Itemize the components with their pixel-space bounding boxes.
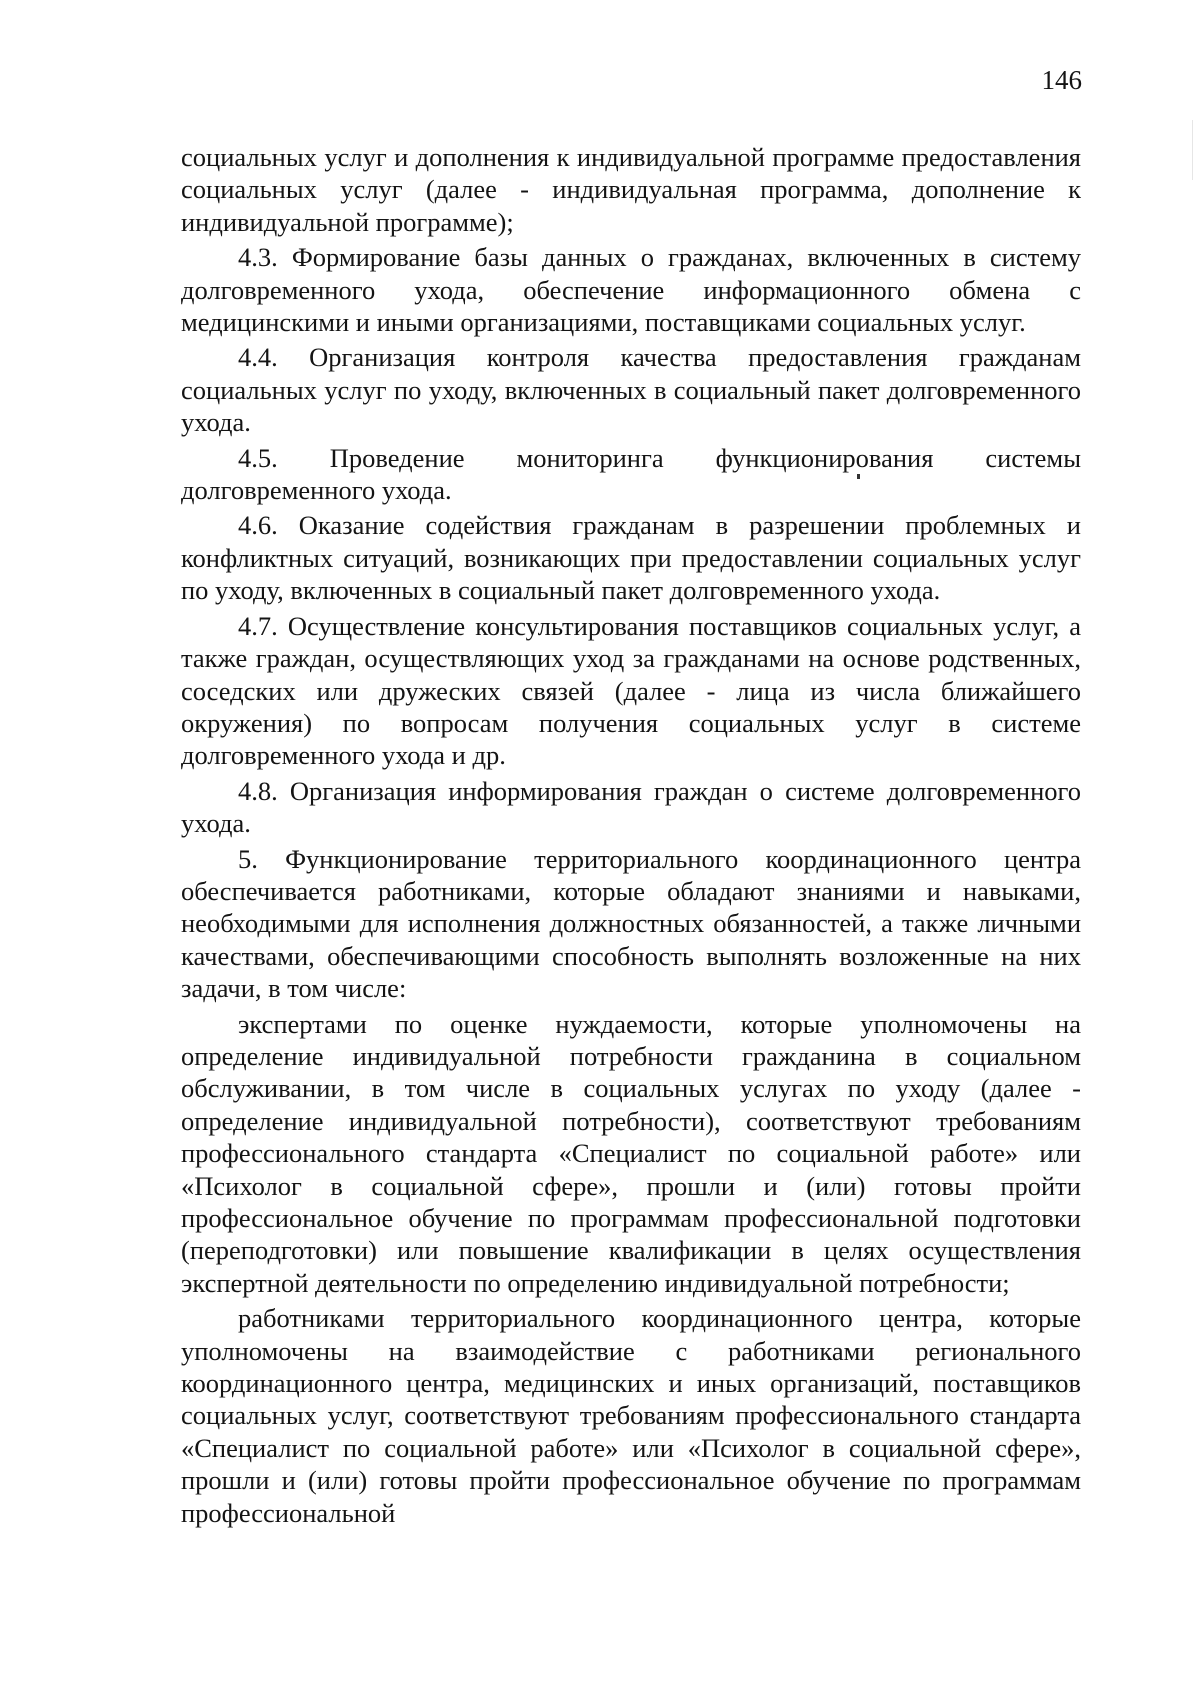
paragraph-4-5: 4.5. Проведение мониторинга функционирования системы долговременного ухода. — [181, 442, 1081, 506]
paragraph-4-7: 4.7. Осуществление консультирования поставщиков социальных услуг, а также граждан, осуществляющих уход за гражданами на основе родственных, соседских или дружеских связей (далее - лица из числа ближайшего окружения) по вопросам получения социальных услуг в системе долговременного ухода и др. — [181, 610, 1081, 771]
paragraph-4-4: 4.4. Организация контроля качества предоставления гражданам социальных услуг по уходу, включенных в социальный пакет долговременного ухода. — [181, 342, 1081, 438]
paragraph-experts: экспертами по оценке нуждаемости, которые уполномочены на определение индивидуальной потребности гражданина в социальном обслуживании, в том числе в социальных услугах по уходу (далее - определение индивидуальной потребности), соответствуют требованиям профессионального стандарта «Специалист по социальной работе» или «Психолог в социальной сфере», прошли и (или) готовы пройти профессиональное обучение по программам профессиональной подготовки (переподготовки) или повышение квалификации в целях осуществления экспертной деятельности по определению индивидуальной потребности; — [181, 1008, 1081, 1298]
paragraph-continuation: социальных услуг и дополнения к индивидуальной программе предоставления социальных услуг (далее - индивидуальная программа, дополнение к индивидуальной программе); — [181, 142, 1081, 237]
paragraph-4-8: 4.8. Организация информирования граждан о системе долговременного ухода. — [181, 775, 1081, 839]
paragraph-workers: работниками территориального координационного центра, которые уполномочены на взаимодействие с работниками регионального координационного центра, медицинских и иных организаций, поставщиков социальных услуг, соответствуют требованиям профессионального стандарта «Специалист по социальной работе» или «Психолог в социальной сфере», прошли и (или) готовы пройти профессиональное обучение по программам профессиональной — [181, 1303, 1081, 1528]
scan-speck — [857, 474, 860, 479]
scan-edge-mark — [1192, 120, 1193, 180]
paragraph-5: 5. Функционирование территориального координационного центра обеспечивается работниками, которые обладают знаниями и навыками, необходимыми для исполнения должностных обязанностей, а также личными качествами, обеспечивающими способность выполнять возложенные на них задачи, в том числе: — [181, 843, 1081, 1004]
paragraph-4-3: 4.3. Формирование базы данных о гражданах, включенных в систему долговременного ухода, обеспечение информационного обмена с медицинскими и иными организациями, поставщиками социальных услуг. — [181, 242, 1081, 338]
paragraph-4-6: 4.6. Оказание содействия гражданам в разрешении проблемных и конфликтных ситуаций, возникающих при предоставлении социальных услуг по уходу, включенных в социальный пакет долговременного ухода. — [181, 510, 1081, 606]
document-body — [181, 141, 1081, 1529]
page-number: 146 — [1041, 65, 1082, 95]
